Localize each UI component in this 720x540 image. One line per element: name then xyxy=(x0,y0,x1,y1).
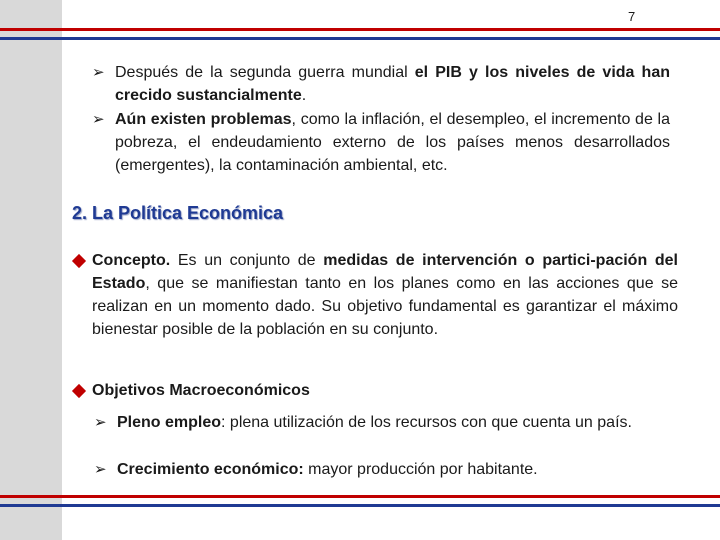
arrow-bullet-icon: ➢ xyxy=(92,64,105,81)
bullet-1-end: . xyxy=(301,87,307,104)
left-sidebar-bar xyxy=(0,0,62,540)
objectives-heading-text: Objetivos Macroeconómicos xyxy=(92,382,310,399)
diamond-bullet-icon xyxy=(72,254,86,268)
concept-text-2: , que se manifiestan tanto en los planes como en las acciones que se realizan en un momento dado. Su objetivo fundamental es garantizar el máximo bienestar posible de la población en su conjunto. xyxy=(92,275,678,338)
page-number: 7 xyxy=(628,9,636,24)
arrow-bullet-icon: ➢ xyxy=(94,461,107,478)
objective-2-text: mayor producción por habitante. xyxy=(303,461,538,478)
bottom-divider-red xyxy=(0,495,720,498)
objective-item-1 xyxy=(117,411,672,434)
concept-emphasis: medidas de intervención o partici-pación del Estado xyxy=(92,252,679,292)
objective-1-term: Pleno empleo xyxy=(117,414,222,431)
top-divider-red xyxy=(0,28,720,31)
bullet-paragraph-2 xyxy=(115,108,670,177)
section-title: 2. La Política Económica xyxy=(72,203,284,223)
diamond-bullet-icon xyxy=(72,384,86,398)
objective-1-text: : plena utilización de los recursos con que cuenta un país. xyxy=(221,414,632,431)
bullet-2-emphasis: Aún existen problemas xyxy=(115,111,292,128)
bullet-1-text: Después de la segunda guerra mundial xyxy=(115,64,415,81)
objective-2-term: Crecimiento económico: xyxy=(117,461,304,478)
bottom-divider-blue xyxy=(0,504,720,507)
bullet-paragraph-1 xyxy=(115,61,670,107)
concept-text-1: Es un conjunto de xyxy=(170,252,324,269)
top-divider-blue xyxy=(0,37,720,40)
arrow-bullet-icon: ➢ xyxy=(94,414,107,431)
arrow-bullet-icon: ➢ xyxy=(92,111,105,128)
concept-label: Concepto. xyxy=(92,252,171,269)
objective-item-2 xyxy=(117,458,672,481)
objectives-heading xyxy=(92,379,492,402)
concept-paragraph xyxy=(92,249,678,341)
bullet-1-emphasis: el PIB y los niveles de vida han crecido sustancialmente xyxy=(115,64,670,104)
bullet-2-text: , como la inflación, el desempleo, el incremento de la pobreza, el endeudamiento externo de los países menos desarrollados (emergentes), la contaminación ambiental, etc. xyxy=(115,111,670,174)
